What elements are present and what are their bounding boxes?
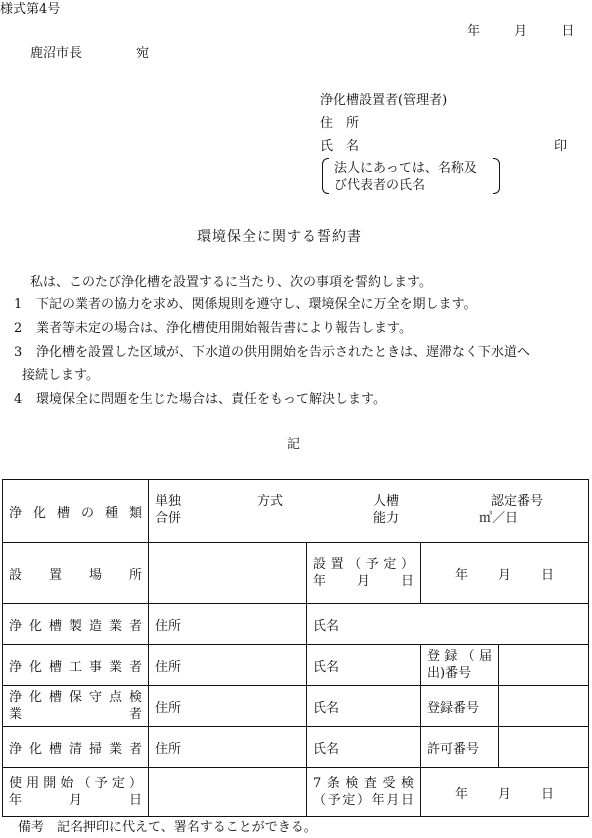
type-details (155, 491, 582, 531)
maintenance-label-1: 浄化槽保守点検 (9, 690, 142, 705)
address-label: 住所 (155, 659, 182, 675)
name-label: 氏名 (313, 741, 340, 757)
type-value-cell[interactable] (149, 480, 589, 543)
date-year: 年 (454, 567, 468, 583)
cleaner-address-cell[interactable] (149, 727, 307, 768)
type-combined: 合併 (155, 511, 182, 526)
maintenance-label-cell (3, 686, 149, 727)
maintenance-address-cell[interactable] (149, 686, 307, 727)
cert-number-label: 認定番号 (491, 494, 544, 509)
document-title: 環境保全に関する誓約書 (197, 229, 362, 245)
type-label: 浄化槽の種類 (9, 505, 142, 521)
maintenance-name-cell[interactable] (307, 686, 421, 727)
permit-no-value-cell[interactable] (499, 727, 589, 768)
item-number: 2 (14, 321, 23, 336)
ki-heading: 記 (287, 437, 301, 452)
method-label: 方式 (257, 494, 284, 509)
item-text: 下記の業者の協力を求め、関係規則を遵守し、環境保全に万全を期します。 (36, 297, 477, 312)
form-number: 様式第4号 (0, 2, 61, 17)
cleaner-label: 浄化槽清掃業者 (9, 741, 142, 757)
right-bracket (493, 158, 500, 194)
install-date-label-2: 年 月 日 (313, 574, 414, 589)
remarks-note: 備考 記名押印に代えて、署名することができる。 (18, 820, 317, 835)
inspection-date-value (427, 783, 582, 802)
start-date-label-2: 年 月 日 (9, 793, 142, 808)
item-text: 環境保全に問題を生じた場合は、責任をもって解決します。 (36, 392, 386, 407)
capacity-label: 能力 (373, 511, 400, 526)
intro-text: 私は、このたび浄化槽を設置するに当たり、次の事項を誓約します。 (30, 275, 432, 290)
cleaner-label-cell (3, 727, 149, 768)
applicant-name-label: 氏 名 (320, 139, 360, 154)
date-year: 年 (467, 24, 481, 39)
reg-no-label: 登録番号 (427, 700, 480, 716)
permit-no-label: 許可番号 (427, 741, 480, 757)
start-date-label-cell (3, 768, 149, 817)
place-label: 設置場所 (9, 567, 142, 583)
item-number: 4 (14, 392, 23, 407)
persons-label: 人槽 (373, 494, 400, 509)
details-table (2, 479, 589, 817)
install-date-value-cell[interactable] (421, 543, 589, 604)
constructor-label-cell (3, 645, 149, 686)
capacity-unit: ㎥／日 (479, 511, 519, 526)
corporate-note (322, 158, 500, 194)
place-value-cell[interactable] (149, 543, 307, 604)
pledge-item-3-continued: 接続します。 (22, 368, 99, 383)
address-label: 住所 (155, 741, 182, 757)
item-number: 3 (14, 345, 23, 360)
constructor-address-cell[interactable] (149, 645, 307, 686)
manufacturer-label-cell (3, 604, 149, 645)
start-date-label-1: 使用開始（予定） (9, 776, 142, 791)
inspection-label-cell (307, 768, 421, 817)
item-number: 1 (14, 297, 23, 312)
date-header (467, 25, 574, 38)
date-day: 日 (561, 24, 575, 39)
reg-notify-label-1: 登録（届 (427, 649, 492, 664)
start-date-value-cell[interactable] (149, 768, 307, 817)
date-day: 日 (541, 786, 555, 802)
inspection-date-value-cell[interactable] (421, 768, 589, 817)
name-label: 氏名 (313, 618, 340, 634)
item-text: 業者等未定の場合は、浄化槽使用開始報告書により報告します。 (36, 321, 412, 336)
install-date-label-1: 設置（予定） (313, 557, 414, 572)
corporate-note-line-1: 法人にあっては、名称及 (334, 161, 477, 176)
manufacturer-name-cell[interactable] (307, 604, 589, 645)
date-year: 年 (454, 786, 468, 802)
inspection-label-2: （予定）年月日 (313, 793, 414, 808)
applicant-address-label: 住 所 (320, 116, 360, 131)
manufacturer-address-cell[interactable] (149, 604, 307, 645)
date-day: 日 (541, 567, 555, 583)
installer-label: 浄化槽設置者(管理者) (320, 93, 448, 108)
name-label: 氏名 (313, 700, 340, 716)
name-label: 氏名 (313, 659, 340, 675)
permit-no-label-cell (421, 727, 499, 768)
addressee (30, 47, 149, 60)
corporate-note-line-2: び代表者の氏名 (334, 178, 426, 193)
pledge-item-4 (14, 393, 386, 406)
pledge-item-3 (14, 346, 530, 359)
seal-mark: 印 (554, 139, 568, 154)
reg-notify-value-cell[interactable] (499, 645, 589, 686)
date-month: 月 (497, 786, 511, 802)
install-date-label-cell (307, 543, 421, 604)
inspection-label-1: 7条検査受検 (313, 776, 414, 791)
left-bracket (322, 158, 329, 194)
reg-no-value-cell[interactable] (499, 686, 589, 727)
maintenance-label-2: 業 者 (9, 707, 142, 722)
pledge-item-1 (14, 298, 476, 311)
constructor-name-cell[interactable] (307, 645, 421, 686)
address-label: 住所 (155, 618, 182, 634)
type-single: 単独 (155, 494, 182, 509)
date-month: 月 (514, 24, 528, 39)
cleaner-name-cell[interactable] (307, 727, 421, 768)
manufacturer-label: 浄化槽製造業者 (9, 618, 142, 634)
address-label: 住所 (155, 700, 182, 716)
install-date-value (427, 564, 582, 583)
addressee-suffix: 宛 (136, 46, 150, 61)
addressee-name: 鹿沼市長 (30, 46, 83, 61)
reg-no-label-cell (421, 686, 499, 727)
corporate-note-text (334, 160, 494, 194)
pledge-item-2 (14, 322, 412, 335)
reg-notify-label-cell (421, 645, 499, 686)
place-label-cell (3, 543, 149, 604)
constructor-label: 浄化槽工事業者 (9, 659, 142, 675)
item-text: 浄化槽を設置した区域が、下水道の供用開始を告示されたときは、遅滞なく下水道へ (36, 345, 531, 360)
type-label-cell (3, 480, 149, 543)
date-month: 月 (497, 567, 511, 583)
reg-notify-label-2: 出)番号 (427, 666, 472, 681)
